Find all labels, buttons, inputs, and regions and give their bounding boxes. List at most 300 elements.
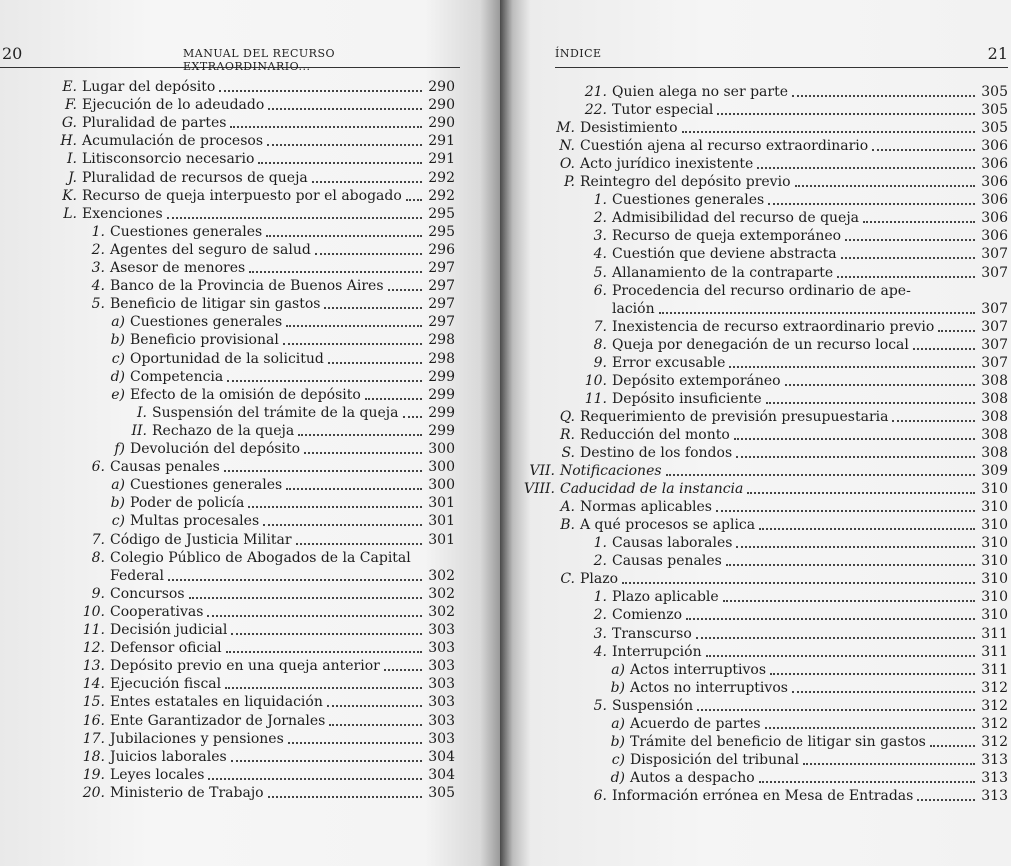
leader-dots xyxy=(863,220,975,223)
toc-entry-page: 308 xyxy=(981,390,1008,407)
toc-entry-label: Acumulación de procesos xyxy=(82,133,264,150)
toc-entry-page: 307 xyxy=(981,264,1008,281)
toc-entry-number: VII. xyxy=(529,463,555,480)
toc-entry xyxy=(500,334,1008,354)
leader-dots xyxy=(938,329,975,332)
toc-entry xyxy=(500,532,1008,552)
leader-dots xyxy=(167,216,422,219)
toc-entry xyxy=(500,171,1008,191)
toc-entry-page: 307 xyxy=(981,354,1008,371)
toc-entry xyxy=(0,329,455,349)
toc-entry-page: 311 xyxy=(981,643,1008,660)
toc-entry xyxy=(500,478,1008,498)
toc-entry-page: 301 xyxy=(428,495,455,512)
toc-entry-label: Litisconsorcio necesario xyxy=(82,151,255,168)
toc-entry-page: 307 xyxy=(981,318,1008,335)
toc-entry-number: 1. xyxy=(593,192,607,209)
leader-dots xyxy=(759,527,975,530)
toc-entry-page: 307 xyxy=(981,246,1008,263)
toc-entry-page: 310 xyxy=(981,499,1008,516)
toc-entry-label: Poder de policía xyxy=(130,495,245,512)
leader-dots xyxy=(286,324,422,327)
toc-entry-page: 303 xyxy=(428,730,455,747)
page-number: 21 xyxy=(987,44,1008,63)
toc-entry-label: Cuestión ajena al recurso extraordinario xyxy=(580,138,869,155)
toc-entry xyxy=(0,492,455,512)
toc-entry-page: 308 xyxy=(981,445,1008,461)
leader-dots xyxy=(258,161,422,164)
toc-entry xyxy=(0,366,455,386)
toc-entry xyxy=(500,767,1008,787)
toc-entry-page: 301 xyxy=(428,531,455,548)
toc-entry-number: 4. xyxy=(593,643,607,660)
toc-entry-number: S. xyxy=(561,445,575,461)
leader-dots xyxy=(622,581,975,584)
toc-entry-page: 300 xyxy=(428,477,455,494)
toc-entry-number: b) xyxy=(610,733,625,750)
toc-entry-number: 11. xyxy=(584,390,607,407)
toc-entry-label: Información errónea en Mesa de Entradas xyxy=(612,787,914,804)
toc-entry-page: 313 xyxy=(981,787,1008,804)
toc-entry-number: H. xyxy=(60,133,77,150)
toc-entry-label: Efecto de la omisión de depósito xyxy=(130,386,361,403)
toc-entry xyxy=(500,388,1008,408)
toc-entry-label: Asesor de menores xyxy=(110,260,246,276)
toc-entry-label: Actos no interruptivos xyxy=(630,679,788,696)
toc-entry-number: a) xyxy=(611,715,625,732)
toc-entry-number: 13. xyxy=(82,658,105,675)
toc-entry xyxy=(500,243,1008,263)
toc-entry-label: Recurso de queja extemporáneo xyxy=(612,228,842,245)
toc-entry-page: 297 xyxy=(428,260,455,276)
toc-entry-number: a) xyxy=(611,661,625,678)
toc-entry-page: 305 xyxy=(981,84,1008,100)
leader-dots xyxy=(792,94,975,97)
toc-entry xyxy=(500,659,1008,679)
toc-entry-number: Q. xyxy=(559,408,575,425)
leader-dots xyxy=(770,672,975,675)
toc-entry-label: Actos interruptivos xyxy=(630,661,767,678)
leader-dots xyxy=(892,419,975,422)
toc-entry-page: 312 xyxy=(981,697,1008,714)
toc-entry-label: Multas procesales xyxy=(130,513,260,530)
toc-entry xyxy=(0,94,455,114)
leader-dots xyxy=(726,563,975,566)
toc-entry-number: O. xyxy=(559,156,575,173)
toc-entry-label: Tutor especial xyxy=(612,102,714,119)
leader-dots xyxy=(230,125,422,128)
toc-entry-label: Transcurso xyxy=(612,625,692,642)
leader-dots xyxy=(403,415,423,418)
leader-dots xyxy=(697,708,975,711)
toc-entry-page: 300 xyxy=(428,459,455,476)
toc-entry-label: Leyes locales xyxy=(110,766,205,783)
toc-entry-label: Causas penales xyxy=(110,459,220,476)
toc-entry-number: 8. xyxy=(593,336,607,353)
toc-entry-label: Cuestiones generales xyxy=(110,223,263,240)
leader-dots xyxy=(717,112,975,115)
toc-entry-number: II. xyxy=(131,422,147,439)
leader-dots xyxy=(231,759,422,762)
leader-dots xyxy=(696,636,975,639)
toc-entry xyxy=(500,514,1008,534)
toc-entry-number: 2. xyxy=(593,210,607,227)
toc-entry-page: 296 xyxy=(428,241,455,258)
toc-entry xyxy=(500,460,1008,480)
toc-entry xyxy=(0,203,455,223)
toc-entry-label: Devolución del depósito xyxy=(130,441,301,457)
leader-dots xyxy=(686,617,975,620)
toc-entry-page: 291 xyxy=(428,133,455,150)
toc-entry-label: Procedencia del recurso ordinario de ape- xyxy=(612,282,911,299)
leader-dots xyxy=(283,342,422,345)
toc-entry-label: Depósito previo en una queja anterior xyxy=(110,658,380,675)
leader-dots xyxy=(268,795,422,798)
leader-dots xyxy=(266,234,422,237)
toc-entry-page: 306 xyxy=(981,138,1008,155)
toc-entry-number: 15. xyxy=(82,694,105,711)
toc-entry-number: 16. xyxy=(82,712,105,729)
toc-entry-page: 305 xyxy=(981,102,1008,119)
leader-dots xyxy=(388,288,422,291)
leader-dots xyxy=(757,166,975,169)
page-number: 20 xyxy=(2,44,23,63)
leader-dots xyxy=(682,130,975,133)
toc-entry-label: lación xyxy=(612,300,655,317)
toc-entry xyxy=(0,728,455,748)
toc-entry-label: Acuerdo de partes xyxy=(630,715,761,732)
toc-entry-label: Ministerio de Trabajo xyxy=(110,784,264,801)
toc-entry-number: 8. xyxy=(91,549,105,566)
toc-entry-number: F. xyxy=(65,97,77,114)
toc-entry xyxy=(0,746,455,766)
leader-dots xyxy=(736,455,975,458)
toc-entry xyxy=(500,713,1008,733)
toc-entry-number: R. xyxy=(560,426,575,443)
leader-dots xyxy=(930,744,975,747)
toc-entry-label: Inexistencia de recurso extraordinario previo xyxy=(612,318,935,335)
toc-entry-number: 5. xyxy=(593,264,607,281)
leader-dots xyxy=(227,379,422,382)
toc-entry xyxy=(500,225,1008,245)
leader-dots xyxy=(765,726,975,729)
toc-entry xyxy=(0,257,455,277)
leader-dots xyxy=(803,762,975,765)
toc-entry-page: 302 xyxy=(428,585,455,602)
toc-entry xyxy=(0,529,455,549)
toc-entry-number: 6. xyxy=(91,459,105,476)
toc-entry-label: Entes estatales en liquidación xyxy=(110,694,323,711)
toc-entry xyxy=(0,185,455,205)
leader-dots xyxy=(872,148,975,151)
toc-entry xyxy=(500,370,1008,390)
toc-entry-label: Recurso de queja interpuesto por el abogado xyxy=(82,187,402,204)
toc-entry xyxy=(0,275,455,295)
toc-entry-label: Error excusable xyxy=(612,354,726,371)
toc-entry-number: 4. xyxy=(593,246,607,263)
toc-entry-number: e) xyxy=(111,386,125,403)
toc-entry xyxy=(0,710,455,730)
toc-entry-page: 290 xyxy=(428,115,455,132)
toc-entry-page: 304 xyxy=(428,748,455,765)
toc-entry xyxy=(500,749,1008,769)
toc-entry-page: 311 xyxy=(981,661,1008,678)
toc-entry-label: Competencia xyxy=(130,368,224,385)
toc-entry-number: 3. xyxy=(593,228,607,245)
toc-entry-page: 312 xyxy=(981,715,1008,732)
toc-entry xyxy=(500,785,1008,805)
toc-entry xyxy=(500,135,1008,155)
toc-entry-label: Cooperativas xyxy=(110,603,204,620)
leader-dots xyxy=(226,650,422,653)
toc-entry-number: 12. xyxy=(82,640,105,657)
leader-dots xyxy=(913,347,975,350)
toc-entry-number: 1. xyxy=(91,223,105,240)
toc-entry-page: 301 xyxy=(428,513,455,530)
toc-entry-number: B. xyxy=(560,517,575,534)
leader-dots xyxy=(406,198,422,201)
toc-entry-label: Jubilaciones y pensiones xyxy=(110,730,284,747)
toc-entry xyxy=(0,601,455,621)
toc-entry-label: Código de Justicia Militar xyxy=(110,531,292,548)
leader-dots xyxy=(328,361,422,364)
leader-dots xyxy=(785,383,975,386)
toc-entry-page: 307 xyxy=(981,336,1008,353)
toc-entry-number: 20. xyxy=(82,784,105,801)
toc-entry-number: 1. xyxy=(593,535,607,552)
toc-entry-page: 310 xyxy=(981,589,1008,606)
leader-dots xyxy=(329,723,422,726)
toc-entry xyxy=(500,316,1008,336)
toc-entry xyxy=(500,641,1008,661)
toc-entry-page: 299 xyxy=(428,404,455,421)
left-page xyxy=(0,0,500,866)
toc-entry-page: 313 xyxy=(981,769,1008,786)
leader-dots xyxy=(759,780,975,783)
leader-dots xyxy=(208,777,422,780)
leader-dots xyxy=(723,599,975,602)
toc-entry-label: Banco de la Provincia de Buenos Aires xyxy=(110,278,384,295)
toc-entry-number: a) xyxy=(111,477,125,494)
toc-entry-number: 2. xyxy=(593,607,607,624)
toc-entry-label: Admisibilidad del recurso de queja xyxy=(612,210,860,227)
toc-entry-number: 22. xyxy=(584,102,607,119)
leader-dots xyxy=(841,256,975,259)
leader-dots xyxy=(659,311,975,314)
leader-dots xyxy=(736,545,975,548)
running-header xyxy=(0,41,460,73)
toc-entry-number: 17. xyxy=(82,730,105,747)
toc-entry-page: 299 xyxy=(428,368,455,385)
toc-entry-page: 305 xyxy=(428,784,455,801)
toc-entry-number: a) xyxy=(111,314,125,331)
toc-entry-label: Autos a despacho xyxy=(630,769,755,786)
toc-entry-label: Requerimiento de previsión presupuestaria xyxy=(580,408,889,425)
toc-entry-label: Cuestiones generales xyxy=(130,477,283,494)
leader-dots xyxy=(312,180,422,183)
toc-entry-page: 310 xyxy=(981,553,1008,570)
toc-entry-page: 290 xyxy=(428,79,455,95)
toc-entry xyxy=(500,189,1008,209)
leader-dots xyxy=(716,509,975,512)
toc-entry xyxy=(500,424,1008,444)
toc-entry-number: 9. xyxy=(91,585,105,602)
toc-entry-number: b) xyxy=(610,679,625,696)
toc-entry-page: 299 xyxy=(428,422,455,439)
toc-entry-page: 292 xyxy=(428,169,455,186)
toc-entry-number: 7. xyxy=(593,318,607,335)
toc-entry xyxy=(500,731,1008,751)
leader-dots xyxy=(792,690,975,693)
toc-entry-page: 303 xyxy=(428,694,455,711)
toc-entry-label: Concursos xyxy=(110,585,185,602)
toc-entry-page: 310 xyxy=(981,481,1008,498)
leader-dots xyxy=(207,614,422,617)
leader-dots xyxy=(768,202,975,205)
toc-entry-label: Rechazo de la queja xyxy=(152,422,295,439)
toc-entry xyxy=(0,565,455,585)
toc-entry-page: 308 xyxy=(981,408,1008,425)
toc-entry-number: 11. xyxy=(82,622,105,638)
toc-entry xyxy=(0,691,455,711)
toc-entry xyxy=(500,442,1008,462)
toc-entry xyxy=(0,637,455,657)
leader-dots xyxy=(327,704,422,707)
toc-entry-page: 303 xyxy=(428,658,455,675)
toc-entry-page: 312 xyxy=(981,733,1008,750)
toc-entry xyxy=(500,207,1008,227)
toc-entry-number: C. xyxy=(560,571,575,588)
toc-entry xyxy=(500,586,1008,606)
leader-dots xyxy=(288,741,422,744)
toc-entry-page: 290 xyxy=(428,97,455,114)
toc-entry-number: 2. xyxy=(91,241,105,258)
toc-entry-page: 311 xyxy=(981,625,1008,642)
toc-entry-label: Beneficio de litigar sin gastos xyxy=(110,296,321,313)
toc-entry-label: Trámite del beneficio de litigar sin gastos xyxy=(630,733,926,750)
toc-entry-label: Caducidad de la instancia xyxy=(560,481,744,498)
toc-entry-label: Lugar del depósito xyxy=(82,79,216,95)
toc-entry-page: 307 xyxy=(981,300,1008,317)
toc-entry-page: 310 xyxy=(981,607,1008,624)
leader-dots xyxy=(917,798,975,801)
toc-entry xyxy=(0,311,455,331)
toc-entry-page: 292 xyxy=(428,187,455,204)
toc-entry-label: Ejecución fiscal xyxy=(110,676,222,693)
leader-dots xyxy=(415,562,422,563)
toc-entry-number: 6. xyxy=(593,282,607,299)
toc-entry-label: Allanamiento de la contraparte xyxy=(612,264,834,281)
toc-entry-label: Defensor oficial xyxy=(110,640,222,657)
toc-entry-number: 10. xyxy=(82,603,105,620)
leader-dots xyxy=(795,184,976,187)
leader-dots xyxy=(365,397,422,400)
toc-entry-page: 306 xyxy=(981,192,1008,209)
leader-dots xyxy=(384,668,422,671)
toc-entry-number: A. xyxy=(560,499,575,516)
toc-entry-label: Decisión judicial xyxy=(110,622,228,638)
toc-entry-number: 4. xyxy=(91,278,105,295)
toc-entry-page: 295 xyxy=(428,205,455,222)
toc-entry-label: Plazo aplicable xyxy=(612,589,719,606)
leader-dots xyxy=(304,451,422,454)
toc-entry-label: Acto jurídico inexistente xyxy=(580,156,754,173)
toc-entry-number: P. xyxy=(563,174,575,191)
running-header xyxy=(555,41,1008,68)
toc-entry-number: 5. xyxy=(593,697,607,714)
leader-dots xyxy=(296,542,422,545)
toc-entry-label: Beneficio provisional xyxy=(130,332,279,349)
toc-entry-number: 5. xyxy=(91,296,105,313)
toc-entry-number: 14. xyxy=(82,676,105,693)
toc-entry-page: 299 xyxy=(428,386,455,403)
toc-entry xyxy=(500,550,1008,570)
toc-entry xyxy=(500,568,1008,588)
toc-entry-label: A qué procesos se aplica xyxy=(580,517,756,534)
toc-entry-number: 1. xyxy=(593,589,607,606)
toc-entry xyxy=(0,619,455,639)
toc-entry xyxy=(500,99,1008,119)
toc-entry-number: 3. xyxy=(91,260,105,276)
toc-entry-label: Interrupción xyxy=(612,643,702,660)
toc-entry-page: 303 xyxy=(428,676,455,693)
toc-entry-label: Plazo xyxy=(580,571,619,588)
leader-dots xyxy=(263,523,422,526)
toc-entry xyxy=(500,352,1008,372)
toc-entry-label: Oportunidad de la solicitud xyxy=(130,350,324,367)
toc-entry-label: Cuestiones generales xyxy=(130,314,283,331)
toc-entry-page: 306 xyxy=(981,156,1008,173)
leader-dots xyxy=(168,578,422,581)
toc-entry-page: 306 xyxy=(981,210,1008,227)
leader-dots xyxy=(734,437,975,440)
toc-entry-label: Colegio Público de Abogados de la Capital xyxy=(110,549,411,566)
toc-entry-number: M. xyxy=(556,120,575,137)
toc-entry-number: 21. xyxy=(584,84,607,100)
toc-entry-number: d) xyxy=(610,769,625,786)
toc-entry-page: 305 xyxy=(981,120,1008,137)
toc-entry-page: 291 xyxy=(428,151,455,168)
toc-entry-number: f) xyxy=(114,441,125,457)
toc-entry xyxy=(0,384,455,404)
toc-entry-label: Juicios laborales xyxy=(110,748,227,765)
toc-entry xyxy=(0,474,455,494)
toc-entry-label: Federal xyxy=(110,567,164,584)
toc-entry-label: Pluralidad de partes xyxy=(82,115,227,132)
toc-entry-number: 2. xyxy=(593,553,607,570)
toc-entry-page: 308 xyxy=(981,372,1008,389)
toc-entry-page: 297 xyxy=(428,314,455,331)
toc-entry xyxy=(0,583,455,603)
toc-entry-label: Disposición del tribunal xyxy=(630,751,799,768)
toc-entry-label: Cuestión que deviene abstracta xyxy=(612,246,837,263)
toc-entry-page: 297 xyxy=(428,278,455,295)
toc-entry xyxy=(0,221,455,241)
leader-dots xyxy=(249,270,422,273)
toc-entry-number: VIII. xyxy=(523,481,555,498)
toc-entry-number: J. xyxy=(68,169,77,186)
toc-entry xyxy=(0,764,455,784)
toc-entry xyxy=(500,677,1008,697)
toc-entry-number: E. xyxy=(62,79,77,95)
toc-entry-page: 308 xyxy=(981,426,1008,443)
toc-entry-page: 310 xyxy=(981,571,1008,588)
leader-dots xyxy=(231,632,422,635)
toc-entry xyxy=(0,782,455,802)
toc-entry-label: Queja por denegación de un recurso local xyxy=(612,336,909,353)
leader-dots xyxy=(845,238,975,241)
toc-entry xyxy=(500,81,1008,101)
